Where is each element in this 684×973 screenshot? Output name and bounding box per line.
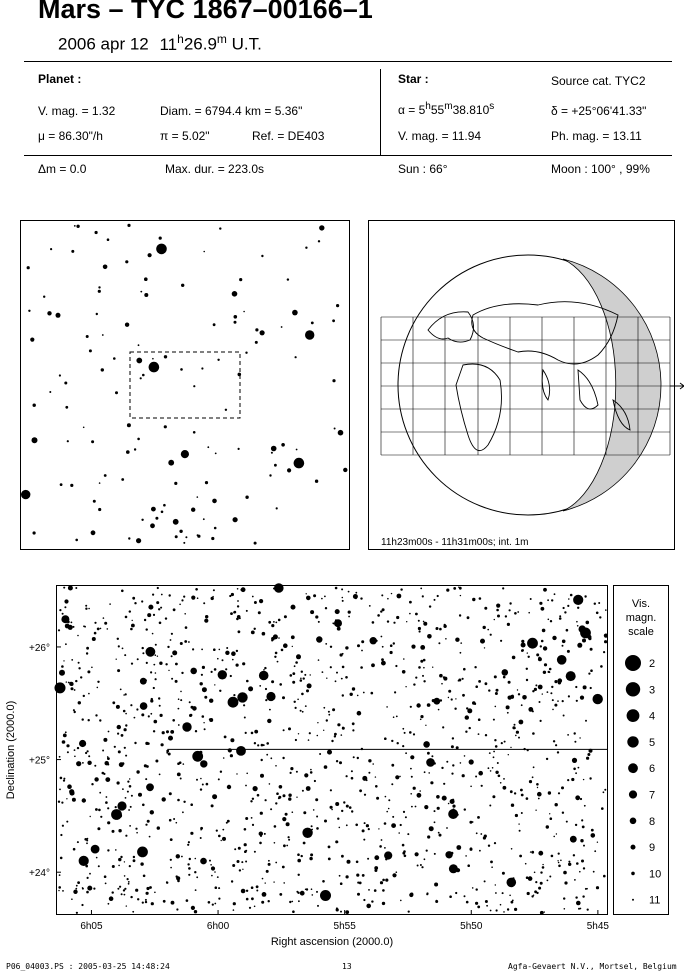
x-tick-label: 5h45 <box>586 921 609 932</box>
footer-credit: Agfa-Gevaert N.V., Mortsel, Belgium <box>508 962 677 971</box>
finder-star <box>56 313 61 318</box>
finder-star <box>207 446 209 448</box>
finder-star <box>150 523 155 528</box>
event-minute: 26.9 <box>183 34 217 54</box>
finder-star <box>164 425 167 428</box>
x-axis-label: Right ascension (2000.0) <box>270 936 394 948</box>
finder-star <box>101 368 104 371</box>
finder-star <box>70 484 73 487</box>
finder-star <box>127 224 130 227</box>
finder-star <box>136 538 141 543</box>
finder-star <box>332 379 335 382</box>
globe-caption: 11h23m00s - 11h31m00s; int. 1m <box>381 537 529 548</box>
finder-star <box>30 338 34 342</box>
finder-star <box>125 323 129 327</box>
star-ra-h-unit: h <box>425 101 431 112</box>
finder-star <box>197 496 199 498</box>
scale-label: 4 <box>649 710 656 723</box>
finder-star <box>126 450 130 454</box>
finder-star <box>201 367 203 369</box>
hour-unit: h <box>177 32 184 46</box>
finder-star <box>43 296 45 298</box>
finder-star <box>212 499 217 504</box>
finder-star <box>260 330 265 335</box>
finder-star <box>115 391 118 394</box>
star-vmag: V. mag. = 11.94 <box>398 129 482 143</box>
x-tick-label: 6h05 <box>80 921 103 932</box>
event-date: 2006 apr 12 <box>58 34 149 54</box>
finder-star <box>149 362 160 373</box>
finder-star <box>243 311 245 313</box>
star-source: Source cat. TYC2 <box>551 74 646 88</box>
finder-star <box>234 321 237 324</box>
page-title: Mars – TYC 1867–00166–1 <box>38 0 373 24</box>
finder-star <box>32 437 38 443</box>
star-ra-seconds: 38.810 <box>452 103 490 117</box>
finder-star <box>315 480 318 483</box>
finder-star <box>181 450 189 458</box>
finder-star <box>245 352 247 354</box>
finder-star <box>86 335 89 338</box>
finder-star <box>141 519 143 521</box>
finder-star <box>274 464 277 467</box>
star-ra-m-unit: m <box>444 101 453 112</box>
finder-star <box>311 322 314 325</box>
planet-heading: Planet : <box>38 72 82 86</box>
finder-star <box>104 474 107 477</box>
scale-dot <box>632 899 634 901</box>
finder-star <box>96 313 98 315</box>
finder-star <box>255 328 258 331</box>
finder-star <box>281 443 285 447</box>
finder-star <box>197 534 199 536</box>
globe-map <box>368 220 684 550</box>
scale-label: 8 <box>649 815 656 828</box>
scale-label: 2 <box>649 658 656 670</box>
finder-star <box>292 310 298 316</box>
finder-star <box>98 286 100 288</box>
finder-star <box>21 490 30 499</box>
finder-star <box>163 504 166 507</box>
finder-star <box>164 355 167 358</box>
footer-file: P06_04003.PS : 2005-03-25 14:48:24 <box>6 962 170 971</box>
y-axis-label: Declination (2000.0) <box>5 700 17 800</box>
finder-star <box>75 539 78 542</box>
finder-star <box>294 458 305 469</box>
finder-star <box>161 511 164 514</box>
finder-star <box>193 385 195 387</box>
finder-star <box>219 227 221 229</box>
finder-star <box>254 542 257 545</box>
planet-vmag: V. mag. = 1.32 <box>38 104 116 118</box>
finder-star <box>138 344 140 346</box>
finder-star <box>144 277 148 281</box>
scale-label: 6 <box>649 763 656 776</box>
max-duration: Max. dur. = 223.0s <box>165 162 265 176</box>
finder-star <box>205 481 208 484</box>
finder-star <box>91 530 96 535</box>
finder-star <box>50 248 52 250</box>
finder-star <box>102 334 104 336</box>
planet-diameter: Diam. = 6794.4 km = 5.36" <box>160 104 303 118</box>
finder-star <box>27 266 30 269</box>
event-hour: 11 <box>159 34 178 54</box>
finder-star <box>64 382 67 385</box>
finder-star <box>142 374 145 377</box>
finder-star <box>281 326 283 328</box>
finder-star <box>305 330 314 339</box>
finder-star <box>137 438 140 441</box>
finder-star <box>287 468 291 472</box>
scale-dot <box>631 872 635 876</box>
finder-star <box>173 519 179 525</box>
finder-star <box>134 448 136 450</box>
finder-star <box>152 358 154 360</box>
finder-chart <box>20 220 350 550</box>
planet-motion: μ = 86.30"/h <box>38 129 103 143</box>
time-zone: U.T. <box>231 34 262 54</box>
footer-page: 13 <box>342 962 352 971</box>
finder-star <box>74 225 76 227</box>
scale-dot <box>631 845 636 850</box>
finder-star <box>28 310 30 312</box>
finder-star <box>179 530 182 533</box>
planet-ephemeris: Ref. = DE403 <box>252 129 325 143</box>
finder-star <box>107 238 110 241</box>
finder-star <box>287 278 289 280</box>
finder-star <box>60 483 63 486</box>
finder-star <box>156 244 167 255</box>
finder-star <box>203 518 205 520</box>
finder-star <box>155 517 158 520</box>
finder-star <box>91 440 94 443</box>
finder-star <box>99 482 101 484</box>
star-heading: Star : <box>398 72 429 86</box>
finder-star <box>144 293 148 297</box>
finder-star <box>168 460 174 466</box>
finder-star <box>47 311 51 315</box>
finder-star <box>336 304 339 307</box>
finder-star <box>343 468 347 472</box>
planet-parallax: π = 5.02" <box>160 129 210 143</box>
star-ra <box>398 101 494 117</box>
y-tick-label: +26° <box>29 642 50 654</box>
finder-star <box>180 368 183 371</box>
finder-star <box>59 374 61 376</box>
finder-star <box>255 341 258 344</box>
finder-star <box>136 358 142 364</box>
finder-star <box>83 427 85 429</box>
finder-star <box>338 430 344 436</box>
scale-dot <box>625 655 641 671</box>
finder-star <box>261 255 263 257</box>
event-datetime <box>58 32 262 55</box>
star-dec: δ = +25°06'41.33" <box>551 104 647 118</box>
finder-star <box>140 291 142 293</box>
finder-star <box>71 250 74 253</box>
scale-dot <box>628 763 638 773</box>
finder-star <box>319 225 324 230</box>
finder-star <box>113 357 116 360</box>
finder-star <box>193 431 196 434</box>
table-bottom-rule <box>24 155 672 156</box>
finder-star <box>159 237 162 240</box>
finder-star <box>95 231 98 234</box>
finder-star <box>225 409 227 411</box>
scale-title-line: scale <box>628 626 654 638</box>
finder-star <box>276 507 278 509</box>
scale-dot <box>627 709 640 722</box>
scale-label: 5 <box>649 736 656 749</box>
finder-star <box>148 253 152 257</box>
finder-star <box>127 423 131 427</box>
finder-star <box>334 428 336 430</box>
finder-star <box>175 535 178 538</box>
finder-star <box>232 291 238 297</box>
minute-unit: m <box>216 32 227 46</box>
scale-dot <box>626 682 640 696</box>
star-phmag: Ph. mag. = 13.11 <box>551 129 642 143</box>
finder-star <box>296 449 298 451</box>
star-ra-hours: α = 5 <box>398 103 426 117</box>
scale-label: 11 <box>649 894 661 907</box>
finder-star <box>271 446 277 452</box>
finder-star <box>185 536 187 538</box>
scale-title-line: magn. <box>625 612 657 624</box>
finder-star <box>183 542 185 544</box>
finder-star <box>67 440 69 442</box>
finder-star <box>103 265 108 270</box>
finder-star <box>76 225 79 228</box>
y-tick-label: +24° <box>29 868 50 880</box>
delta-mag: Δm = 0.0 <box>38 162 87 176</box>
finder-star <box>238 373 242 377</box>
finder-star <box>151 507 156 512</box>
finder-star <box>239 278 242 281</box>
finder-star <box>305 247 307 249</box>
finder-star <box>128 537 130 539</box>
sun-elongation: Sun : 66° <box>398 162 448 176</box>
scale-label: 7 <box>649 789 656 802</box>
scale-label: 10 <box>649 868 662 881</box>
finder-star <box>98 508 101 511</box>
finder-star <box>93 500 96 503</box>
finder-star <box>332 319 335 322</box>
x-tick-label: 5h50 <box>460 921 483 932</box>
finder-star <box>98 290 101 293</box>
finder-star <box>203 251 205 253</box>
finder-star <box>213 323 216 326</box>
finder-star <box>211 537 214 540</box>
finder-star <box>33 404 36 407</box>
finder-star <box>215 453 217 455</box>
star-ra-minutes: 55 <box>430 103 445 117</box>
scale-label: 3 <box>649 684 656 697</box>
scale-dot <box>630 818 637 825</box>
finder-star <box>121 478 124 481</box>
finder-star <box>181 284 184 287</box>
finder-star <box>245 496 248 499</box>
moon-elongation: Moon : 100° , 99% <box>551 162 650 176</box>
finder-star <box>65 406 68 409</box>
finder-star <box>49 391 51 393</box>
finder-star <box>238 448 240 450</box>
star-ra-s-unit: s <box>489 101 495 112</box>
finder-star <box>318 240 320 242</box>
finder-star <box>295 356 297 358</box>
x-tick-label: 5h55 <box>333 921 356 932</box>
finder-star <box>174 482 177 485</box>
y-tick-label: +25° <box>29 755 50 767</box>
finder-star <box>33 531 36 534</box>
finder-star <box>217 359 219 361</box>
scale-dot <box>627 736 638 747</box>
table-divider <box>380 69 381 155</box>
scale-dot <box>629 790 637 798</box>
star-chart-axes <box>0 575 684 960</box>
finder-star <box>233 517 238 522</box>
scale-label: 9 <box>649 842 656 855</box>
finder-star <box>125 260 128 263</box>
scale-title-line: Vis. <box>631 598 651 610</box>
x-tick-label: 6h00 <box>206 921 230 932</box>
finder-star <box>234 315 238 319</box>
finder-star <box>140 377 142 379</box>
finder-star <box>214 527 217 530</box>
magnitude-scale <box>613 585 669 915</box>
finder-star <box>191 508 195 512</box>
finder-star <box>271 452 273 454</box>
finder-star <box>89 349 92 352</box>
table-top-rule <box>24 61 672 62</box>
field-of-view-box <box>130 352 240 418</box>
finder-star <box>269 474 271 476</box>
